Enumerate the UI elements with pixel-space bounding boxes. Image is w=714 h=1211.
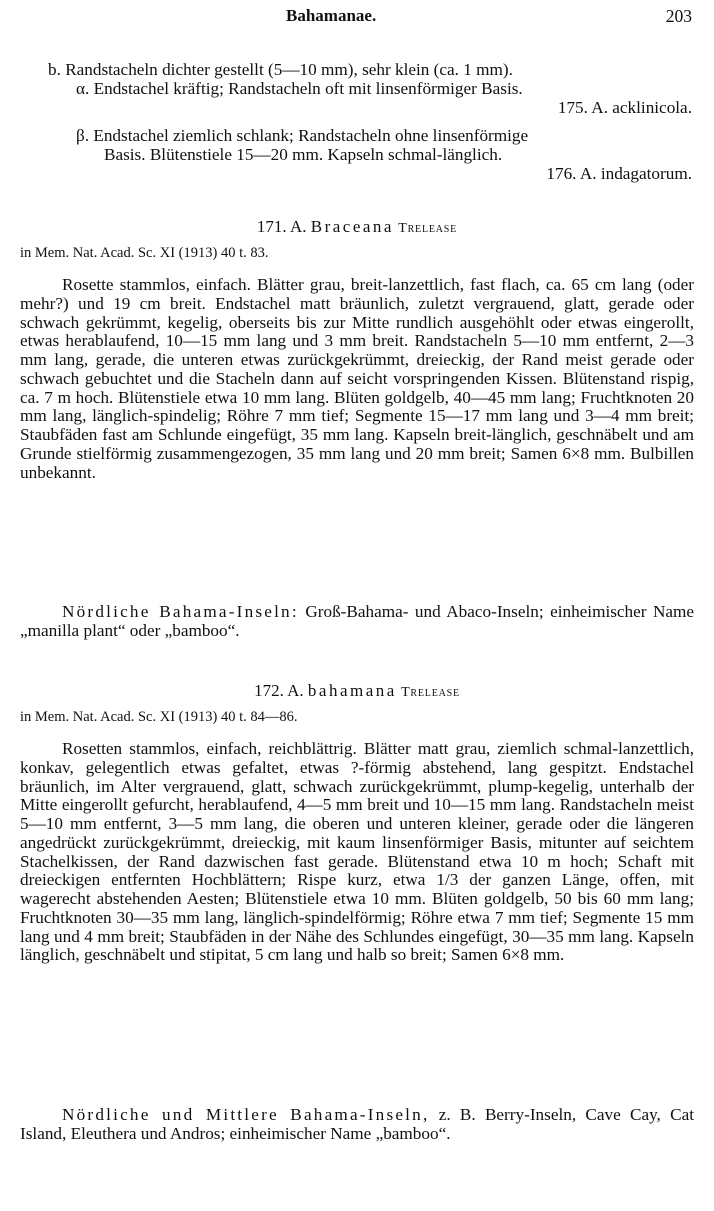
key-result-175: 175. A. acklinicola. [557,98,692,117]
species-172-description: Rosetten stammlos, einfach, reichblättrig. Blätter matt grau, ziemlich schmal-lanzettlich, konkav, gelegentlich etwas gefaltet, etwas ?-förmig abstehend, lang gespitzt. Endstachel bräunlich, im Alter vergrauend, glatt, schwach zurückgekrümmt, plump-kegelig, unterhalb der Mitte eingerollt gefurcht, herablaufend, 4—5 mm breit und 10—15 mm lang. Randstacheln meist 5—10 mm entfernt, 3—5 mm lang, die oberen und unteren kleiner, gerade oder die längeren angedrückt zurückgekrümmt, dreieckig, mit kaum linsenförmiger Basis, mitunter auf seichtem Stachelkissen, der Rand dazwischen fast gerade. Blütenstand etwa 10 m hoch; Schaft mit dreieckigen entfernten Hochblättern; Rispe kurz, etwa 1/3 der ganzen Länge, offen, mit wagerecht abstehenden Aesten; Blütenstiele etwa 10 mm. Blüten goldgelb, 50 bis 60 mm lang; Fruchtknoten 30—35 mm lang, länglich-spindelförmig; Röhre etwa 7 mm tief; Segmente 15 mm lang und 4 mm breit; Staubfäden in der Nähe des Schlundes eingefügt, 30—35 mm lang. Kapseln länglich, geschnäbelt und stipitat, 5 cm lang und halb so breit; Samen 6×8 mm. [20,739,694,965]
distribution-region: Nördliche Bahama-Inseln: [62,602,299,621]
key-lead-b: b. Randstacheln dichter gestellt (5—10 mm), sehr klein (ca. 1 mm). [48,60,513,79]
key-lead-beta-cont: Basis. Blütenstiele 15—20 mm. Kapseln schmal-länglich. [104,145,503,164]
species-171-heading [0,217,714,237]
distribution-text: Groß-Bahama- und Abaco-Inseln; einheimischer Name „manilla plant“ oder „bamboo“. [20,602,695,640]
page-number: 203 [665,6,692,26]
key-lead-beta: β. Endstachel ziemlich schlank; Randstacheln ohne linsenförmige [76,126,529,145]
species-author: Trelease [401,685,460,700]
species-172-citation: in Mem. Nat. Acad. Sc. XI (1913) 40 t. 84—86. [20,709,298,725]
species-172-distribution [20,1106,694,1144]
species-172-heading [0,681,714,701]
species-name: bahamana [307,681,397,700]
species-number: 171. A. [256,217,307,236]
species-number: 172. A. [254,681,304,700]
key-result-176: 176. A. indagatorum. [546,164,692,183]
species-author: Trelease [398,221,458,236]
species-171-description: Rosette stammlos, einfach. Blätter grau, breit-lanzettlich, fast flach, ca. 65 cm lang (oder mehr?) und 19 cm breit. Endstachel matt bräunlich, zuletzt vergrauend, glatt, gerade oder schwach gekrümmt, kegelig, oberseits bis zur Mitte rundlich ausgehöhlt oder etwas eingerollt, etwas herablaufend, 10—15 mm lang und 3 mm breit. Randstacheln 5—10 mm entfernt, 2—3 mm lang, gerade, die unteren etwas zurückgekrümmt, dreieckig, der Rand meist gerade oder schwach gebuchtet und die Stacheln dann auf seicht vorspringenden Kissen. Blütenstand rispig, ca. 7 m hoch. Blütenstiele etwa 10 mm lang. Blüten goldgelb, 40—45 mm lang; Fruchtknoten 20 mm lang, länglich-spindelig; Röhre 7 mm tief; Segmente 15—17 mm lang und 3—4 mm breit; Staubfäden fast am Schlunde eingefügt, 35 mm lang. Kapseln breit-länglich, geschnäbelt und am Grunde stielförmig zusammengezogen, 35 mm lang und 20 mm breit; Samen 6×8 mm. Bulbillen unbekannt. [20,275,694,482]
running-header-title: Bahamanae. [286,6,377,25]
species-171-distribution [20,603,694,641]
distribution-region: Nördliche und Mittlere Bahama-Inseln, [62,1105,430,1124]
species-name: Braceana [310,217,394,236]
distribution-text: z. B. Berry-Inseln, Cave Cay, Cat Island, Eleuthera und Andros; einheimischer Name „bamboo“. [20,1105,694,1143]
key-lead-alpha: α. Endstachel kräftig; Randstacheln oft mit linsenförmiger Basis. [76,79,523,98]
species-171-citation: in Mem. Nat. Acad. Sc. XI (1913) 40 t. 83. [20,245,269,261]
